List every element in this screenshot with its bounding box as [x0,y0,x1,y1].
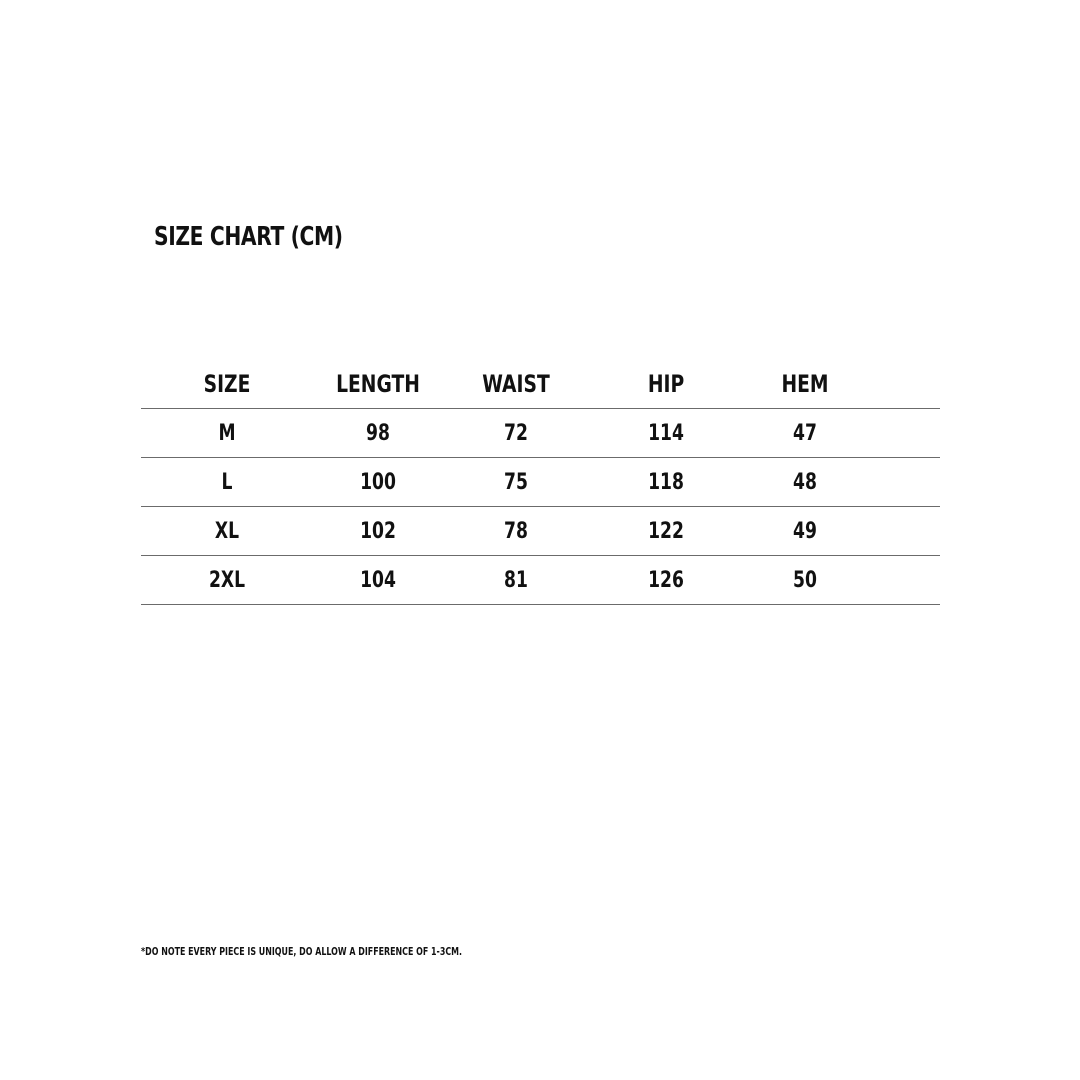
column-header-size: SIZE [203,370,251,398]
column-header-hip: HIP [647,370,685,398]
cell-size: M [218,421,236,446]
cell-waist: 81 [504,568,528,593]
cell-length: 98 [366,421,390,446]
size-chart-table [141,360,940,605]
cell-waist: 75 [504,470,528,495]
cell-hip: 126 [648,568,684,593]
cell-hem: 47 [793,421,817,446]
table-row [141,409,940,458]
cell-length: 104 [360,568,396,593]
cell-waist: 78 [504,519,528,544]
cell-size: L [221,470,233,495]
table-row [141,556,940,605]
cell-hem: 50 [793,568,817,593]
cell-length: 100 [360,470,396,495]
table-header-row [141,360,940,409]
footnote: *DO NOTE EVERY PIECE IS UNIQUE, DO ALLOW A DIFFERENCE OF 1-3CM. [141,945,463,958]
column-header-hem: HEM [781,370,829,398]
cell-hip: 118 [648,470,684,495]
column-header-waist: WAIST [482,370,550,398]
table-row [141,507,940,556]
page-title: SIZE CHART (CM) [154,222,343,252]
column-header-length: LENGTH [336,370,420,398]
cell-size: XL [214,519,240,544]
table-row [141,458,940,507]
cell-hip: 114 [648,421,684,446]
cell-hip: 122 [648,519,684,544]
cell-waist: 72 [504,421,528,446]
cell-length: 102 [360,519,396,544]
cell-hem: 48 [793,470,817,495]
cell-hem: 49 [793,519,817,544]
cell-size: 2XL [208,568,246,593]
